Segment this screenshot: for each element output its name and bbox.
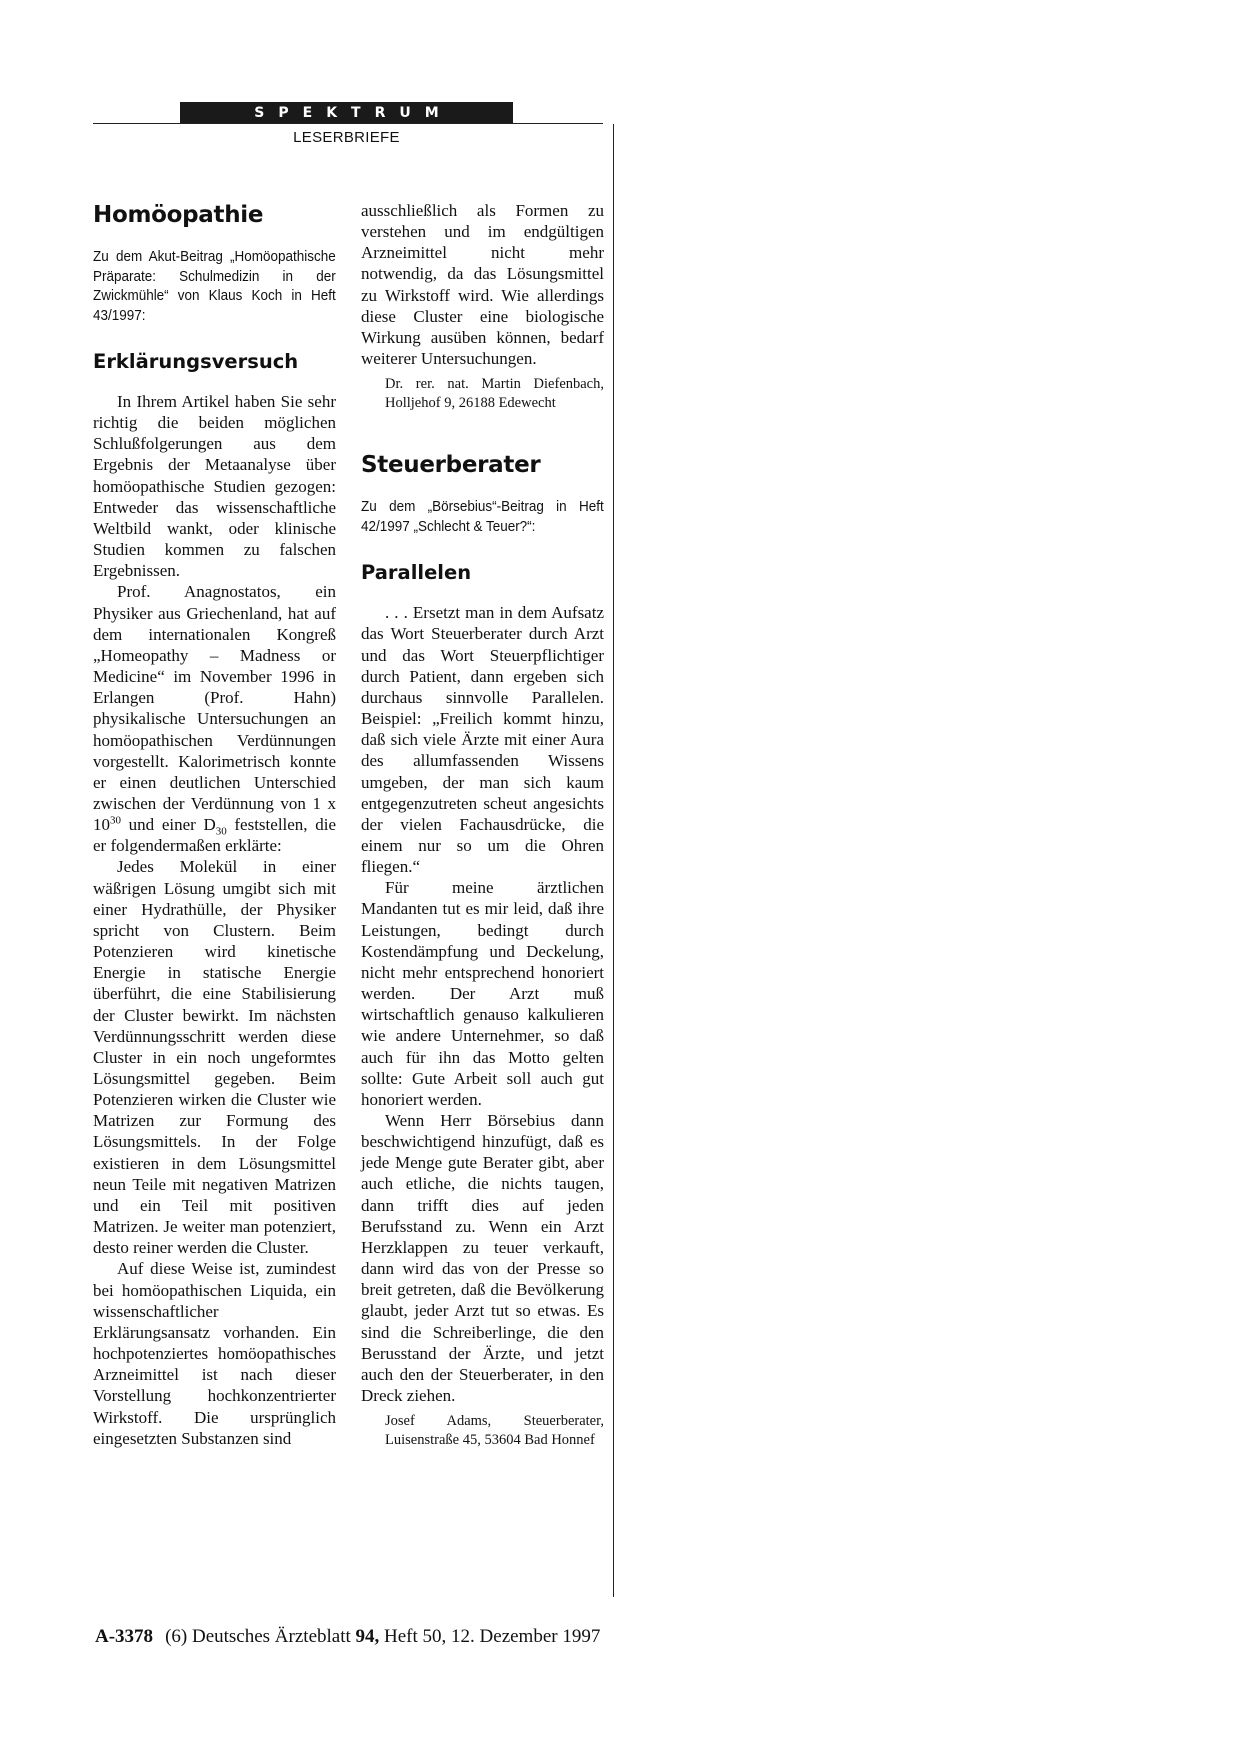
letter2-title: Parallelen <box>361 561 472 585</box>
column-divider <box>613 124 614 1597</box>
letter2-signature: Josef Adams, Steuerberater, Luisenstraße 45, 53604 Bad Honnef <box>385 1413 604 1448</box>
right-column <box>361 200 604 1449</box>
letter1-body <box>93 391 336 1449</box>
volume-number: 94, <box>355 1626 380 1647</box>
letter2-paragraph: . . . Ersetzt man in dem Aufsatz das Wort Steuerberater durch Arzt und das Wort Steuerpflichtiger durch Patient, dann ergeben sich durchaus sinnvolle Parallelen. Beispiel: „Freilich kommt hinzu, daß sich viele Ärzte mit einer Aura des allumfassenden Wissens umgeben, der man sich kaum entgegenzutreten scheut angesichts der vielen Fachausdrücke, die einem nur so um die Ohren fliegen.“ <box>361 603 604 877</box>
left-column <box>93 200 336 1449</box>
section-label: LESERBRIEFE <box>293 129 400 146</box>
letter2-intro: Zu dem „Börsebius“-Beitrag in Heft 42/1997 „Schlecht & Teuer?“: <box>361 499 604 535</box>
letter2-paragraph: Wenn Herr Börsebius dann beschwichtigend hinzufügt, daß es jede Menge gute Berater gibt, aber auch etliche, die nichts taugen, dann trifft dies auf jeden Berufsstand zu. Wenn ein Arzt Herzklappen zu teuer verkauft, dann wird das von der Presse so breit getreten, daß die Bevölkerung glaubt, jeder Arzt tut so etwas. Es sind die Schreiberlinge, die den Berusstand der Ärzte, und jetzt auch den der Steuerberater, in den Dreck ziehen. <box>361 1111 604 1406</box>
letter1-paragraph: Prof. Anagnostatos, ein Physiker aus Griechenland, hat auf dem internationalen Kongreß „Homeopathy – Madness or Medicine“ im November 1996 in Erlangen (Prof. Hahn) physikalische Untersuchungen an homöopathischen Verdünnungen vorgestellt. Kalorimetrisch konnte er einen deutlichen Unterschied zwischen der Verdünnung von 1 x $10^{30}$ und einer $D_{30}$ feststellen, die er folgendermaßen erklärte: <box>93 582 336 856</box>
letter1-title: Erklärungsversuch <box>93 350 299 373</box>
letter1-body-continued <box>361 200 604 369</box>
issue-date: Heft 50, 12. Dezember 1997 <box>384 1626 601 1647</box>
letter1-intro: Zu dem Akut-Beitrag „Homöopathische Präparate: Schulmedizin in der Zwickmühle“ von Klaus Koch in Heft 43/1997: <box>93 249 336 324</box>
letter1-paragraph: Jedes Molekül in einer wäßrigen Lösung umgibt sich mit einer Hydrathülle, der Physiker spricht von Clustern. Beim Potenzieren wird kinetische Energie in statische Energie überführt, die eine Stabilisierung der Cluster bewirkt. Im nächsten Verdünnungsschritt werden diese Cluster in ein noch ungeformtes Lösungsmittel gegeben. Beim Potenzieren wirken die Cluster wie Matrizen zur Formung des Lösungsmittels. In der Folge existieren in dem Lösungsmittel neun Teile mit negativen Matrizen und ein Teil mit positiven Matrizen. Je weiter man potenziert, desto reiner werden die Cluster. <box>93 857 336 1258</box>
page-number: A-3378 <box>95 1626 154 1647</box>
letter2-paragraph: Für meine ärztlichen Mandanten tut es mir leid, daß ihre Leistungen, bedingt durch Kostendämpfung und Deckelung, nicht mehr entsprechend honoriert werden. Der Arzt muß wirtschaftlich genauso kalkulieren wie andere Unternehmer, so daß auch für ihn das Motto gelten sollte: Gute Arbeit soll auch gut honoriert werden. <box>361 878 604 1109</box>
journal-reference: (6) Deutsches Ärzteblatt <box>165 1626 351 1647</box>
header-rule <box>93 123 603 124</box>
letter1-paragraph: Auf diese Weise ist, zumindest bei homöopathischen Liquida, ein wissenschaftlicher Erklärungsansatz vorhanden. Ein hochpotenziertes homöopathisches Arzneimittel ist nach dieser Vorstellung hochkonzentrierter Wirkstoff. Die ursprünglich eingesetzten Substanzen sind <box>93 1259 336 1448</box>
letter1-paragraph: In Ihrem Artikel haben Sie sehr richtig die beiden möglichen Schlußfolgerungen aus dem Ergebnis der Metaanalyse über homöopathische Studien gezogen: Entweder das wissenschaftliche Weltbild wankt, oder klinische Studien kommen zu falschen Ergebnissen. <box>93 392 336 581</box>
letter1-signature: Dr. rer. nat. Martin Diefenbach, Holljehof 9, 26188 Edewecht <box>385 376 604 411</box>
section-banner: SPEKTRUM <box>180 102 513 124</box>
topic-heading-steuerberater: Steuerberater <box>361 452 541 479</box>
letter1-paragraph: ausschließlich als Formen zu verstehen und im endgültigen Arzneimittel nicht mehr notwendig, da das Lösungsmittel zu Wirkstoff wird. Wie allerdings diese Cluster eine biologische Wirkung ausüben können, bedarf weiterer Untersuchungen. <box>361 201 604 369</box>
page-footer <box>95 1625 600 1649</box>
topic-heading-homoeopathie: Homöopathie <box>93 202 264 228</box>
letter2-body <box>361 602 604 1406</box>
